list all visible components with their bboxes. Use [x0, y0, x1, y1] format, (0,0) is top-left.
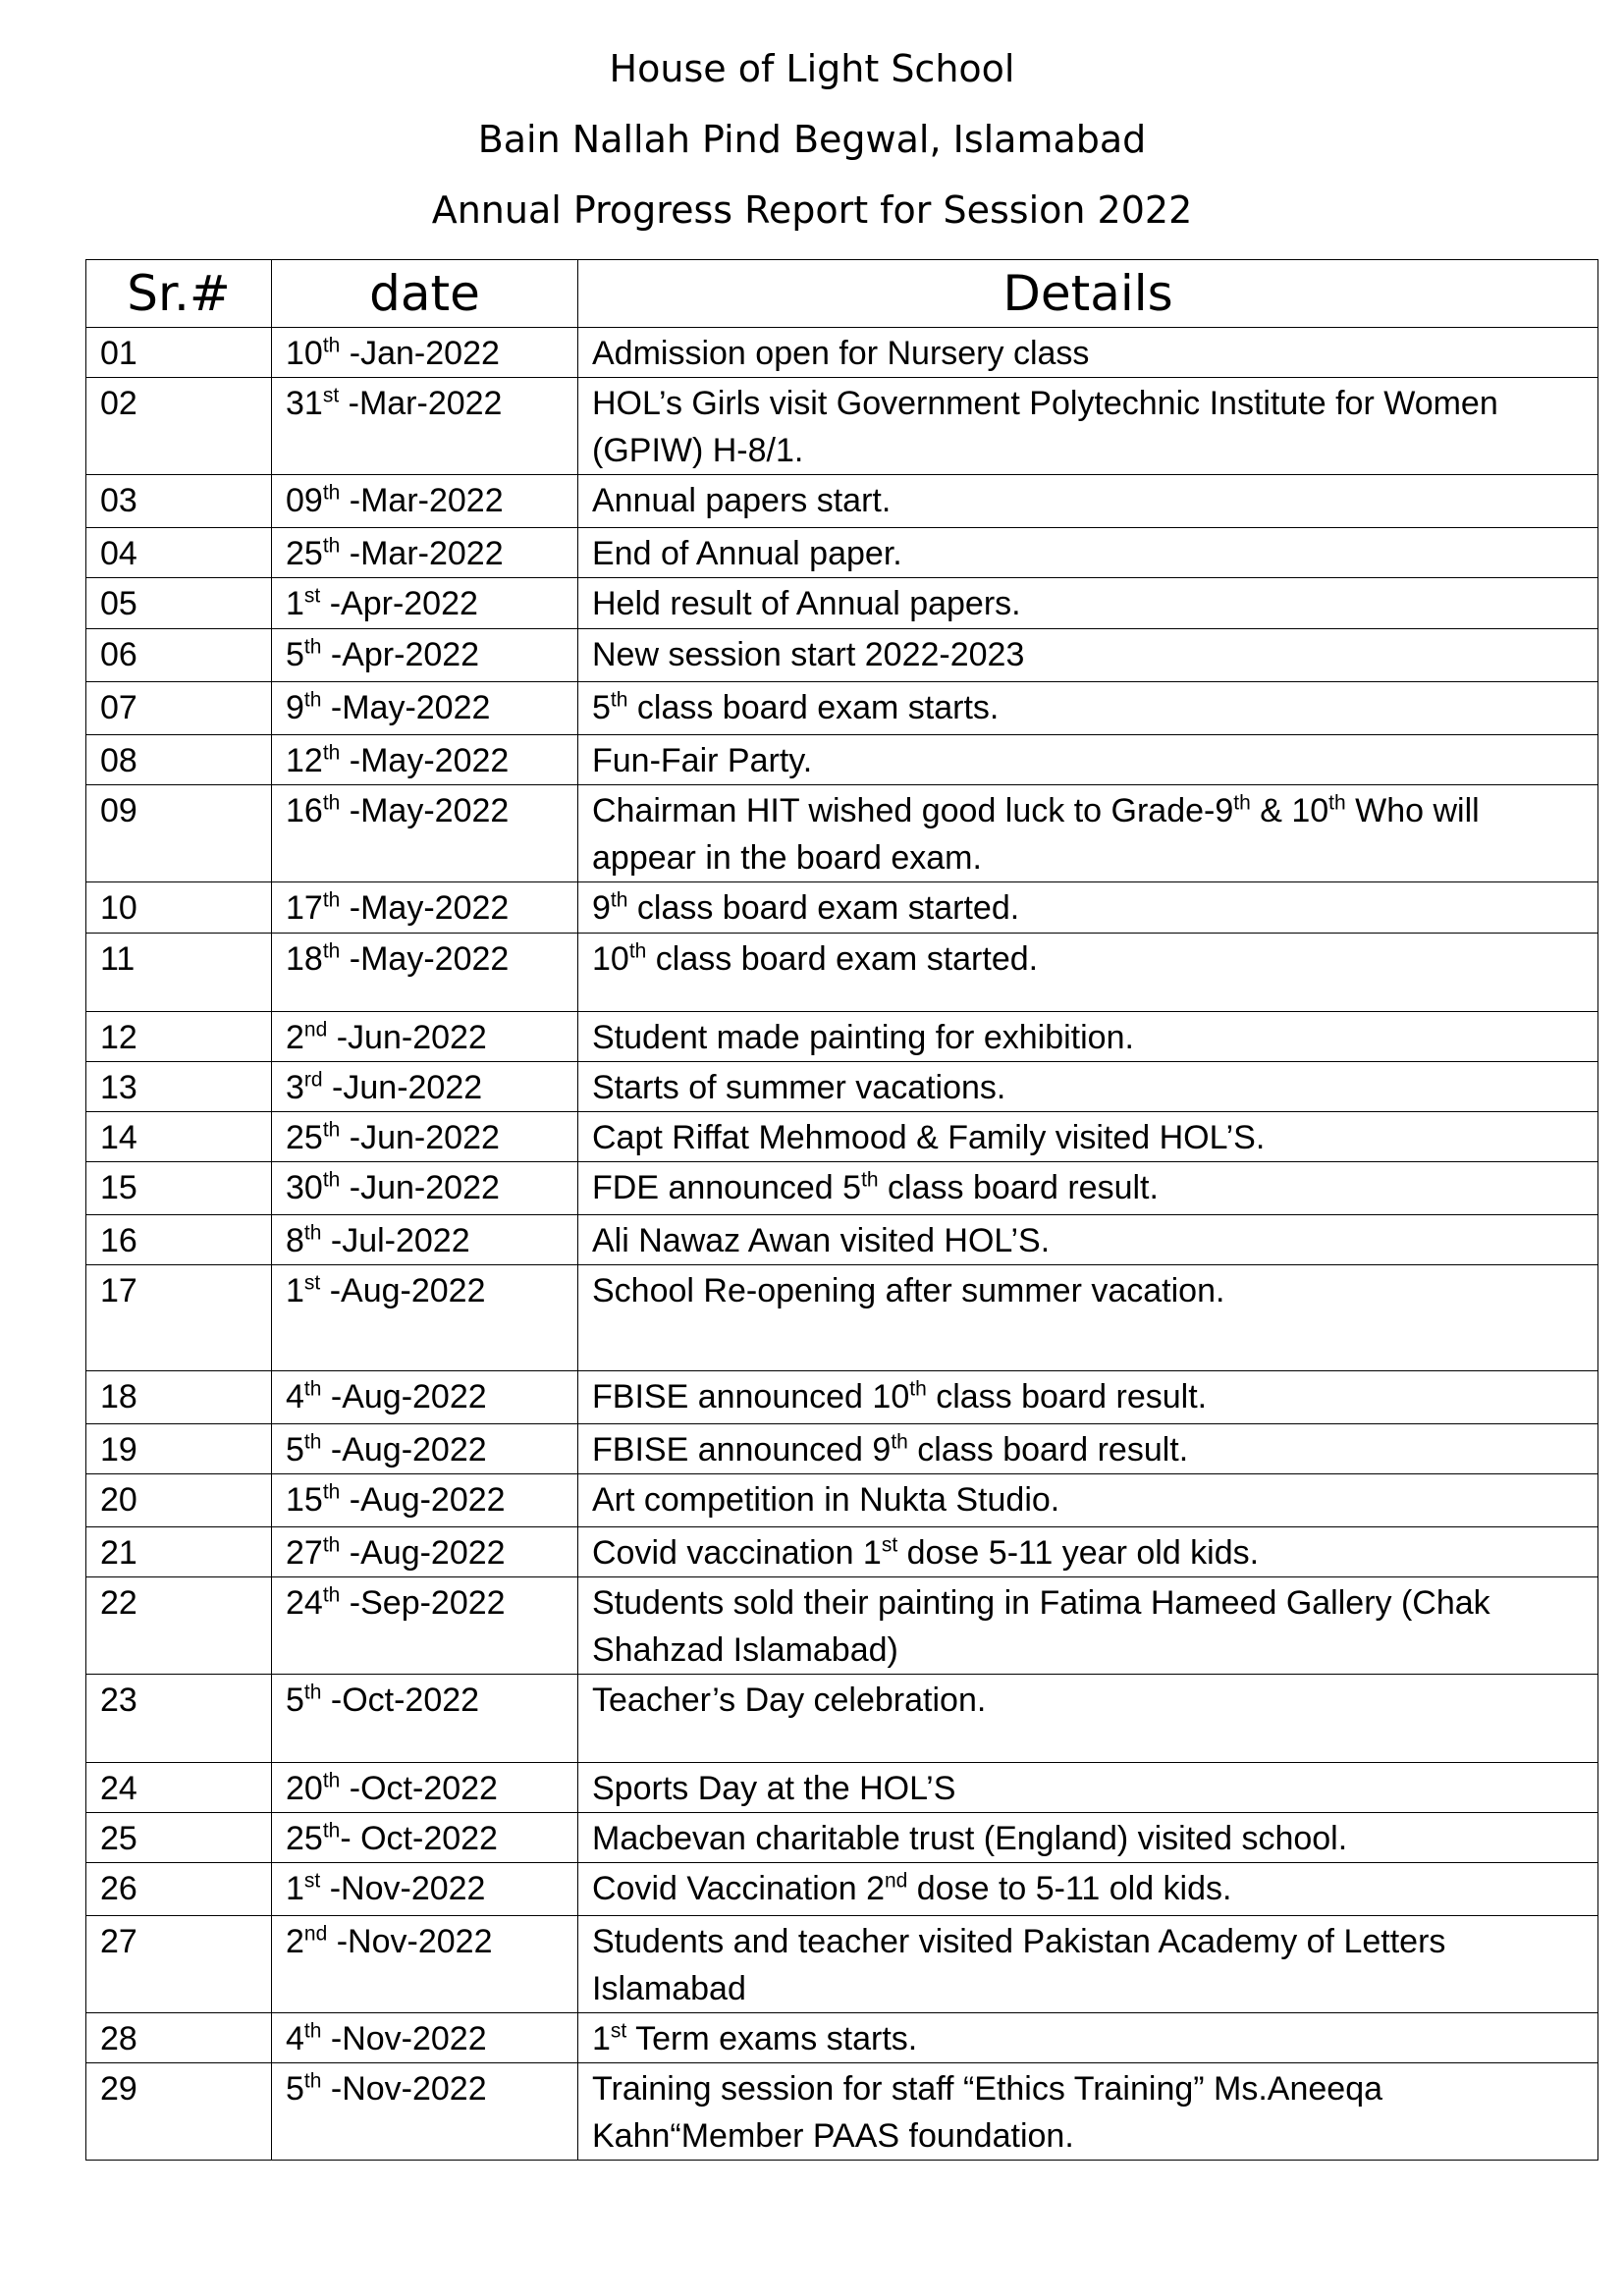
cell-sr: 23 [86, 1675, 272, 1763]
cell-details: Capt Riffat Mehmood & Family visited HOL’S. [578, 1112, 1598, 1162]
cell-sr: 19 [86, 1424, 272, 1474]
cell-details: Covid Vaccination 2nd dose to 5-11 old kids. [578, 1863, 1598, 1916]
cell-sr: 13 [86, 1062, 272, 1112]
cell-sr: 18 [86, 1371, 272, 1424]
cell-date: 27th -Aug-2022 [272, 1527, 578, 1577]
cell-details: 1st Term exams starts. [578, 2013, 1598, 2063]
column-header-sr: Sr.# [86, 260, 272, 328]
table-row [86, 1527, 1598, 1577]
cell-details: Macbevan charitable trust (England) visited school. [578, 1813, 1598, 1863]
cell-sr: 21 [86, 1527, 272, 1577]
cell-date: 1st -Apr-2022 [272, 578, 578, 629]
cell-details: 5th class board exam starts. [578, 682, 1598, 735]
cell-details: Sports Day at the HOL’S [578, 1763, 1598, 1813]
table-row [86, 1863, 1598, 1916]
table-row [86, 934, 1598, 1012]
cell-details: Students and teacher visited Pakistan Academy of Letters Islamabad [578, 1916, 1598, 2013]
table-row [86, 1916, 1598, 2013]
cell-date: 1st -Nov-2022 [272, 1863, 578, 1916]
cell-sr: 03 [86, 475, 272, 528]
cell-sr: 08 [86, 735, 272, 785]
cell-details: Training session for staff “Ethics Training” Ms.Aneeqa Kahn“Member PAAS foundation. [578, 2063, 1598, 2161]
cell-date: 25th- Oct-2022 [272, 1813, 578, 1863]
table-row [86, 882, 1598, 934]
cell-date: 3rd -Jun-2022 [272, 1062, 578, 1112]
cell-date: 8th -Jul-2022 [272, 1215, 578, 1265]
cell-date: 10th -Jan-2022 [272, 328, 578, 378]
cell-details: FBISE announced 9th class board result. [578, 1424, 1598, 1474]
cell-details: Teacher’s Day celebration. [578, 1675, 1598, 1763]
cell-sr: 28 [86, 2013, 272, 2063]
cell-sr: 29 [86, 2063, 272, 2161]
report-title: Annual Progress Report for Session 2022 [431, 188, 1193, 232]
table-row [86, 2013, 1598, 2063]
cell-details: School Re-opening after summer vacation. [578, 1265, 1598, 1371]
cell-date: 25th -Jun-2022 [272, 1112, 578, 1162]
cell-details: Ali Nawaz Awan visited HOL’S. [578, 1215, 1598, 1265]
table-row [86, 1012, 1598, 1062]
cell-sr: 09 [86, 785, 272, 882]
table-row [86, 1162, 1598, 1215]
table-row [86, 528, 1598, 578]
cell-sr: 25 [86, 1813, 272, 1863]
table-row [86, 2063, 1598, 2161]
cell-details: Starts of summer vacations. [578, 1062, 1598, 1112]
cell-sr: 05 [86, 578, 272, 629]
cell-details: 10th class board exam started. [578, 934, 1598, 1012]
table-row [86, 1062, 1598, 1112]
cell-date: 9th -May-2022 [272, 682, 578, 735]
table-row [86, 378, 1598, 475]
table-row [86, 1763, 1598, 1813]
cell-sr: 27 [86, 1916, 272, 2013]
table-row [86, 1577, 1598, 1675]
cell-date: 09th -Mar-2022 [272, 475, 578, 528]
cell-date: 17th -May-2022 [272, 882, 578, 934]
table-row [86, 629, 1598, 682]
table-row [86, 475, 1598, 528]
cell-sr: 15 [86, 1162, 272, 1215]
cell-sr: 24 [86, 1763, 272, 1813]
cell-sr: 11 [86, 934, 272, 1012]
table-row [86, 1675, 1598, 1763]
progress-table [85, 259, 1598, 2161]
cell-date: 18th -May-2022 [272, 934, 578, 1012]
cell-details: Students sold their painting in Fatima Hameed Gallery (Chak Shahzad Islamabad) [578, 1577, 1598, 1675]
cell-details: Covid vaccination 1st dose 5-11 year old kids. [578, 1527, 1598, 1577]
table-row [86, 1112, 1598, 1162]
column-header-details: Details [578, 260, 1598, 328]
cell-details: HOL’s Girls visit Government Polytechnic Institute for Women (GPIW) H-8/1. [578, 378, 1598, 475]
cell-sr: 04 [86, 528, 272, 578]
cell-sr: 06 [86, 629, 272, 682]
cell-sr: 01 [86, 328, 272, 378]
cell-date: 24th -Sep-2022 [272, 1577, 578, 1675]
cell-date: 2nd -Nov-2022 [272, 1916, 578, 2013]
column-header-date: date [272, 260, 578, 328]
cell-date: 20th -Oct-2022 [272, 1763, 578, 1813]
cell-sr: 16 [86, 1215, 272, 1265]
school-address: Bain Nallah Pind Begwal, Islamabad [477, 118, 1147, 161]
cell-details: Annual papers start. [578, 475, 1598, 528]
cell-date: 1st -Aug-2022 [272, 1265, 578, 1371]
table-row [86, 785, 1598, 882]
cell-sr: 17 [86, 1265, 272, 1371]
cell-date: 30th -Jun-2022 [272, 1162, 578, 1215]
table-row [86, 1424, 1598, 1474]
table-row [86, 682, 1598, 735]
cell-details: FBISE announced 10th class board result. [578, 1371, 1598, 1424]
cell-details: New session start 2022-2023 [578, 629, 1598, 682]
cell-sr: 20 [86, 1474, 272, 1527]
cell-details: Held result of Annual papers. [578, 578, 1598, 629]
cell-date: 5th -Apr-2022 [272, 629, 578, 682]
table-row [86, 1371, 1598, 1424]
cell-date: 12th -May-2022 [272, 735, 578, 785]
table-row [86, 735, 1598, 785]
cell-details: 9th class board exam started. [578, 882, 1598, 934]
cell-sr: 12 [86, 1012, 272, 1062]
cell-details: Student made painting for exhibition. [578, 1012, 1598, 1062]
cell-details: FDE announced 5th class board result. [578, 1162, 1598, 1215]
table-row [86, 328, 1598, 378]
cell-sr: 10 [86, 882, 272, 934]
school-name: House of Light School [609, 47, 1015, 90]
cell-sr: 07 [86, 682, 272, 735]
cell-details: Admission open for Nursery class [578, 328, 1598, 378]
cell-date: 16th -May-2022 [272, 785, 578, 882]
cell-date: 25th -Mar-2022 [272, 528, 578, 578]
table-row [86, 1474, 1598, 1527]
cell-sr: 02 [86, 378, 272, 475]
cell-sr: 26 [86, 1863, 272, 1916]
cell-date: 5th -Nov-2022 [272, 2063, 578, 2161]
cell-details: Fun-Fair Party. [578, 735, 1598, 785]
table-row [86, 1265, 1598, 1371]
cell-date: 31st -Mar-2022 [272, 378, 578, 475]
table-row [86, 578, 1598, 629]
table-row [86, 1813, 1598, 1863]
cell-details: Art competition in Nukta Studio. [578, 1474, 1598, 1527]
cell-date: 4th -Nov-2022 [272, 2013, 578, 2063]
cell-details: Chairman HIT wished good luck to Grade-9th & 10th Who will appear in the board exam. [578, 785, 1598, 882]
table-row [86, 1215, 1598, 1265]
cell-sr: 22 [86, 1577, 272, 1675]
cell-date: 4th -Aug-2022 [272, 1371, 578, 1424]
cell-date: 5th -Oct-2022 [272, 1675, 578, 1763]
cell-date: 15th -Aug-2022 [272, 1474, 578, 1527]
cell-sr: 14 [86, 1112, 272, 1162]
cell-date: 5th -Aug-2022 [272, 1424, 578, 1474]
cell-details: End of Annual paper. [578, 528, 1598, 578]
table-header-row [86, 260, 1598, 328]
cell-date: 2nd -Jun-2022 [272, 1012, 578, 1062]
table-body [86, 328, 1598, 2161]
